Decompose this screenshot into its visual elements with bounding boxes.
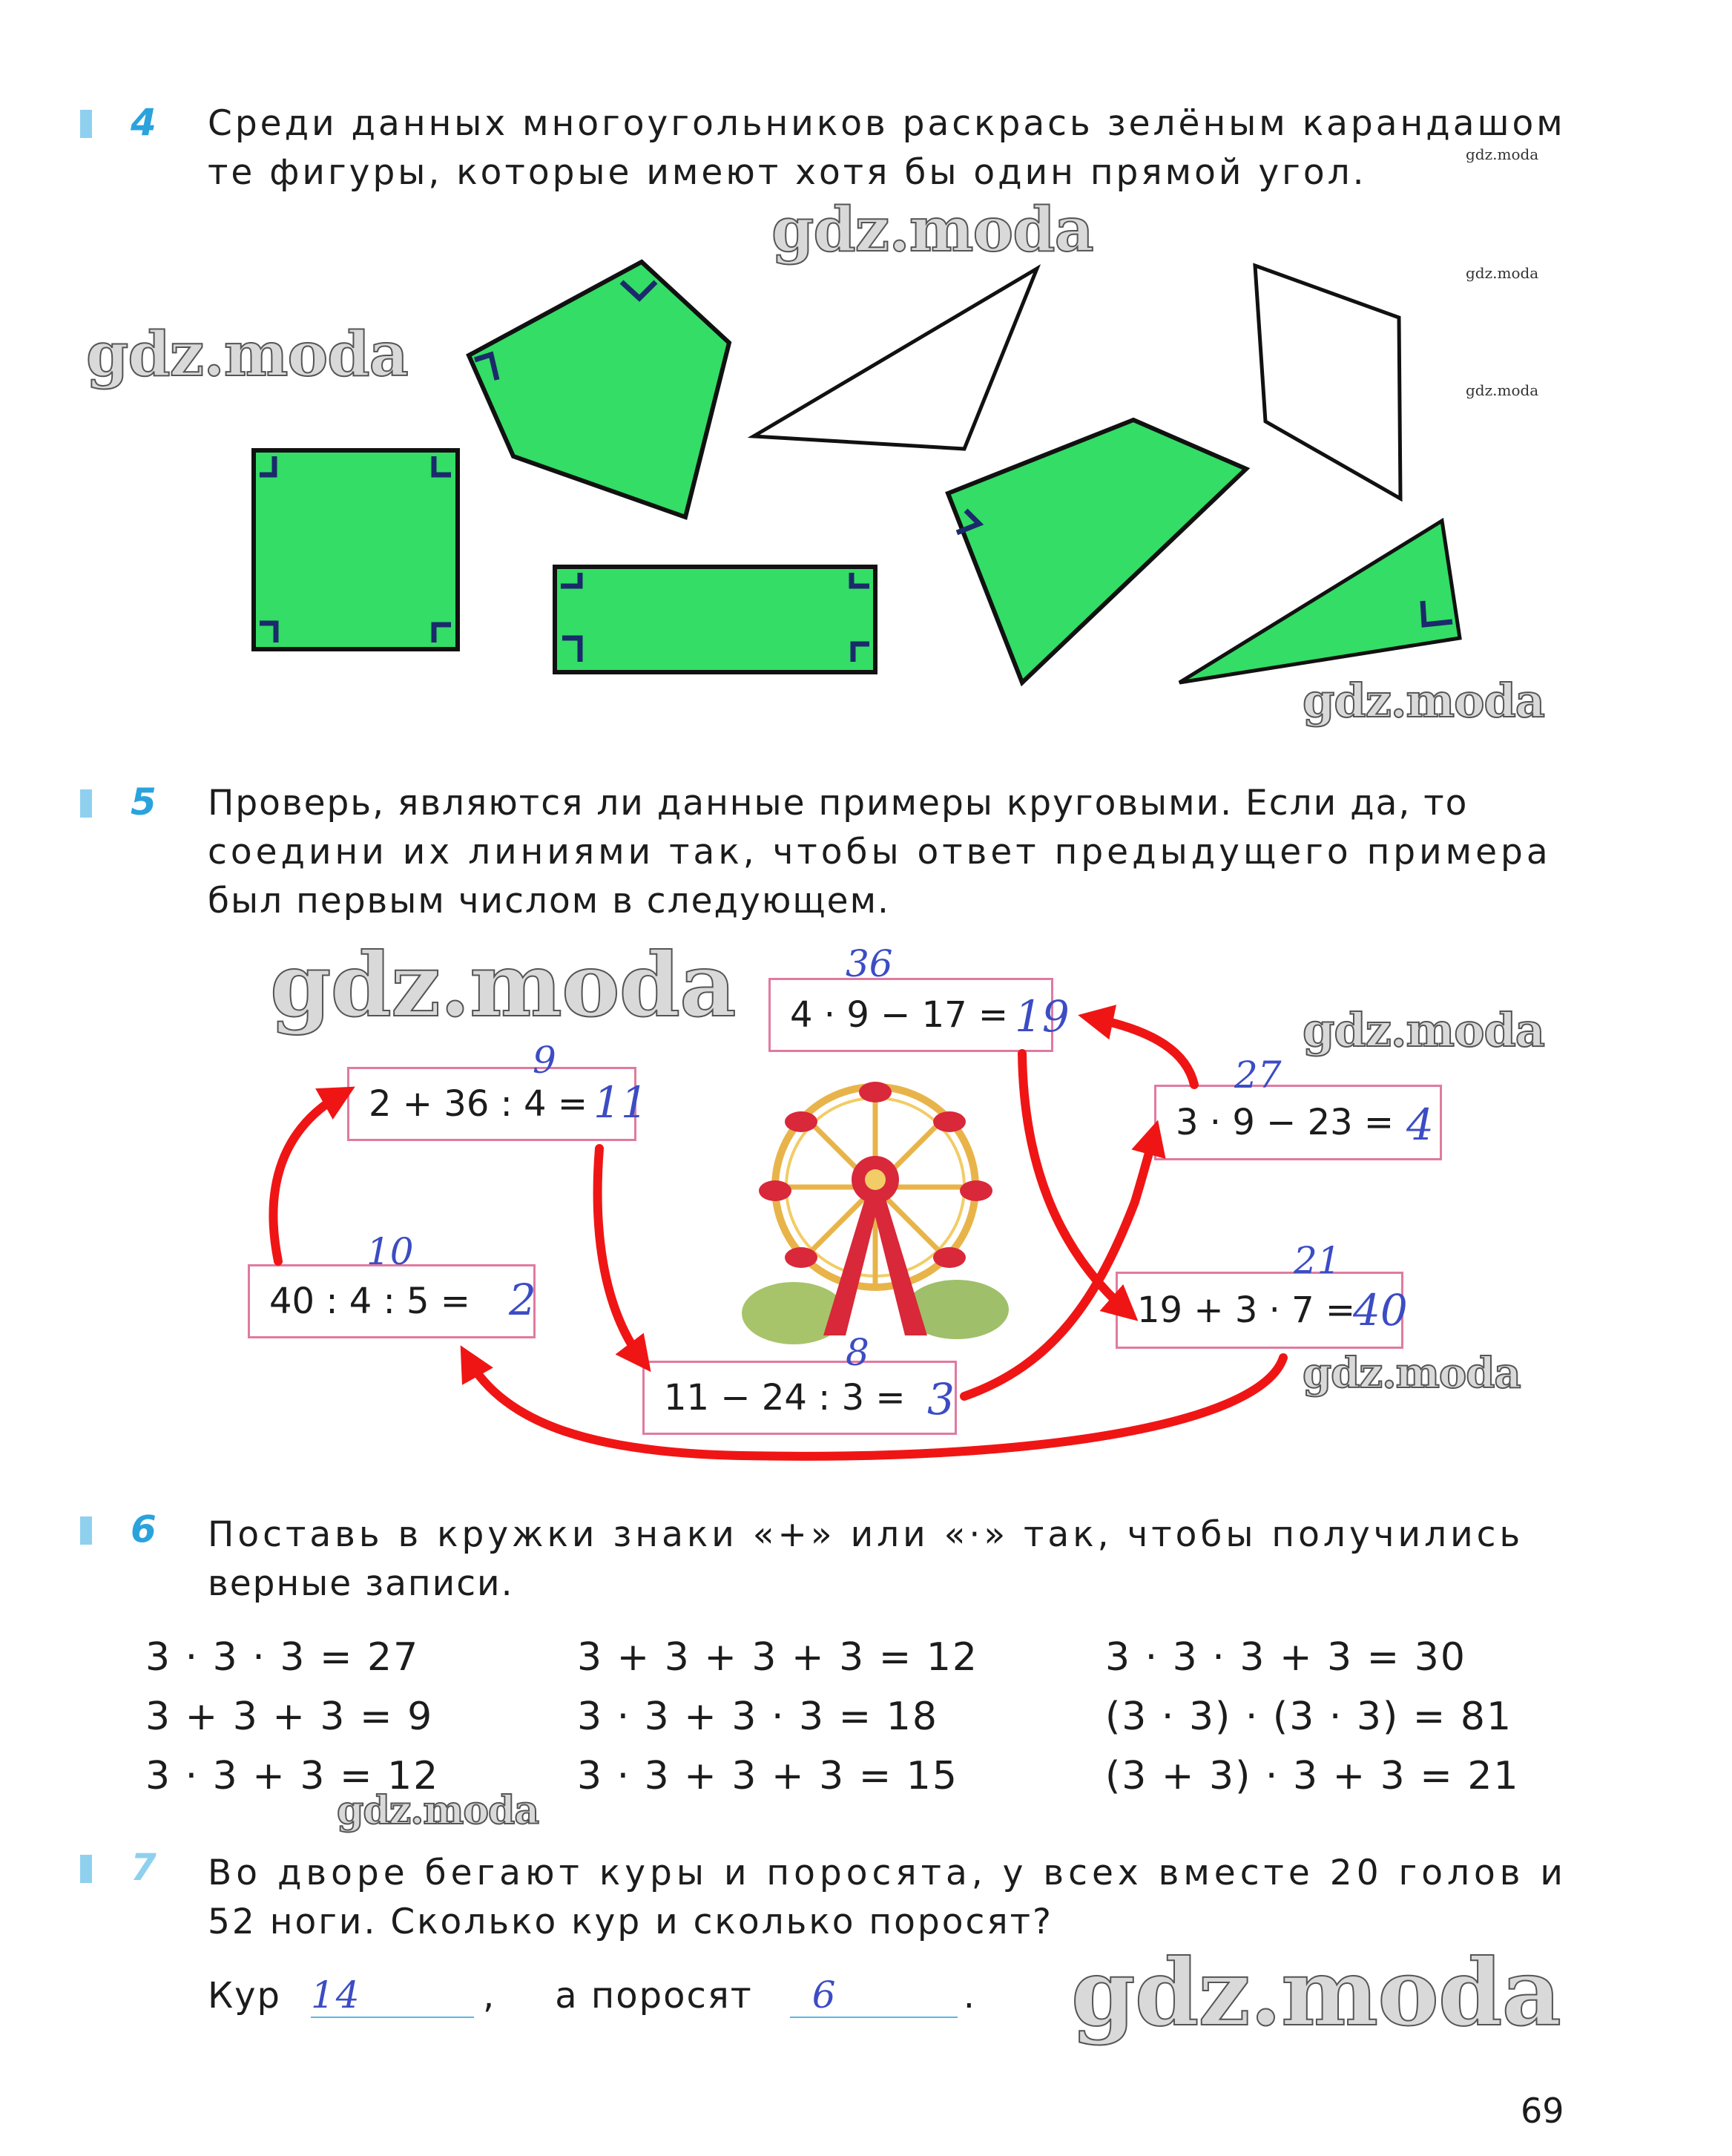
equation: (3 · 3) · (3 · 3) = 81 [1105,1695,1513,1739]
task-text-line: те фигуры, которые имеют хотя бы один прямой угол. [208,152,1367,193]
expression-text: 40 : 4 : 5 = [269,1281,471,1322]
task-number: 7 [131,1846,157,1889]
task-text [208,1511,1524,1608]
handwritten-note: 21 [1294,1239,1341,1282]
expression-text: 2 + 36 : 4 = [369,1083,588,1125]
arrow [598,1148,642,1361]
task-text-line: Поставь в кружки знаки «+» или «·» так, чтобы получились [208,1514,1524,1555]
arrow [1022,1054,1127,1312]
handwritten-note: 27 [1234,1054,1282,1097]
equation: 3 + 3 + 3 + 3 = 12 [577,1635,979,1680]
watermark: gdz.moda [86,319,408,390]
equation: 3 · 3 + 3 = 12 [145,1754,440,1798]
task-text-line: 52 ноги. Сколько кур и сколько поросят? [208,1902,1053,1942]
arrow [273,1094,343,1261]
task-text-line: Проверь, являются ли данные примеры круговыми. Если да, то [208,783,1469,824]
equation: 3 · 3 · 3 = 27 [145,1635,420,1680]
handwritten-answer: 11 [593,1077,648,1128]
separator: , [482,1975,496,2017]
arrow [1092,1018,1194,1085]
answer-blank-porosyat[interactable] [790,1973,958,2018]
equation: 3 + 3 + 3 = 9 [145,1695,434,1739]
handwritten-answer: 14 [310,1973,361,2017]
handwritten-answer: 19 [1015,991,1070,1042]
equation: 3 · 3 · 3 + 3 = 30 [1105,1635,1466,1680]
task-text [208,1849,1567,1947]
expression-text: 19 + 3 · 7 = [1137,1289,1356,1331]
task-text-line: верные записи. [208,1563,514,1604]
watermark: gdz.moda [1071,1939,1561,2047]
equation: (3 + 3) · 3 + 3 = 21 [1105,1754,1520,1798]
watermark: gdz.moda [1303,1003,1544,1057]
watermark: gdz.moda [1303,674,1544,728]
task-marker [80,1855,92,1883]
equation: 3 · 3 + 3 + 3 = 15 [577,1754,958,1798]
handwritten-note: 36 [846,942,893,985]
task-text-line: Среди данных многоугольников раскрась зелёным карандашом [208,103,1566,144]
task-text-line: был первым числом в следующем. [208,881,890,921]
handwritten-answer: 6 [811,1973,837,2017]
answer-row [208,1973,976,2018]
watermark: gdz.moda [337,1788,539,1833]
page-number: 69 [1521,2091,1564,2131]
label-kur: Кур [208,1975,281,2017]
task-marker [80,1516,92,1545]
task-number: 6 [131,1508,157,1551]
arrow [964,1134,1154,1396]
watermark: gdz.moda [270,933,736,1036]
handwritten-answer: 2 [509,1275,536,1325]
answer-blank-kur[interactable] [311,1973,474,2018]
handwritten-note: 9 [533,1039,556,1082]
watermark-small: gdz.moda [1466,145,1539,163]
handwritten-answer: 40 [1353,1285,1408,1335]
task-number: 4 [131,101,157,144]
expression-text: 11 − 24 : 3 = [664,1377,906,1419]
watermark-small: gdz.moda [1466,381,1539,399]
handwritten-note: 10 [366,1230,414,1273]
expression-text: 4 · 9 − 17 = [790,994,1009,1036]
end-dot: . [963,1975,976,2017]
handwritten-answer: 3 [927,1374,955,1424]
label-porosyat: а поросят [555,1975,753,2017]
watermark-small: gdz.moda [1466,264,1539,282]
handwritten-answer: 4 [1406,1100,1434,1150]
task-text-line: Во дворе бегают куры и поросята, у всех вместе 20 голов и [208,1853,1567,1893]
expression-text: 3 · 9 − 23 = [1176,1102,1395,1143]
arrow [467,1358,1283,1456]
task-number: 5 [131,780,157,824]
watermark: gdz.moda [1303,1349,1521,1398]
handwritten-note: 8 [846,1331,869,1374]
watermark: gdz.moda [771,194,1093,266]
equation: 3 · 3 + 3 · 3 = 18 [577,1695,938,1739]
task-text-line: соедини их линиями так, чтобы ответ предыдущего примера [208,832,1552,872]
